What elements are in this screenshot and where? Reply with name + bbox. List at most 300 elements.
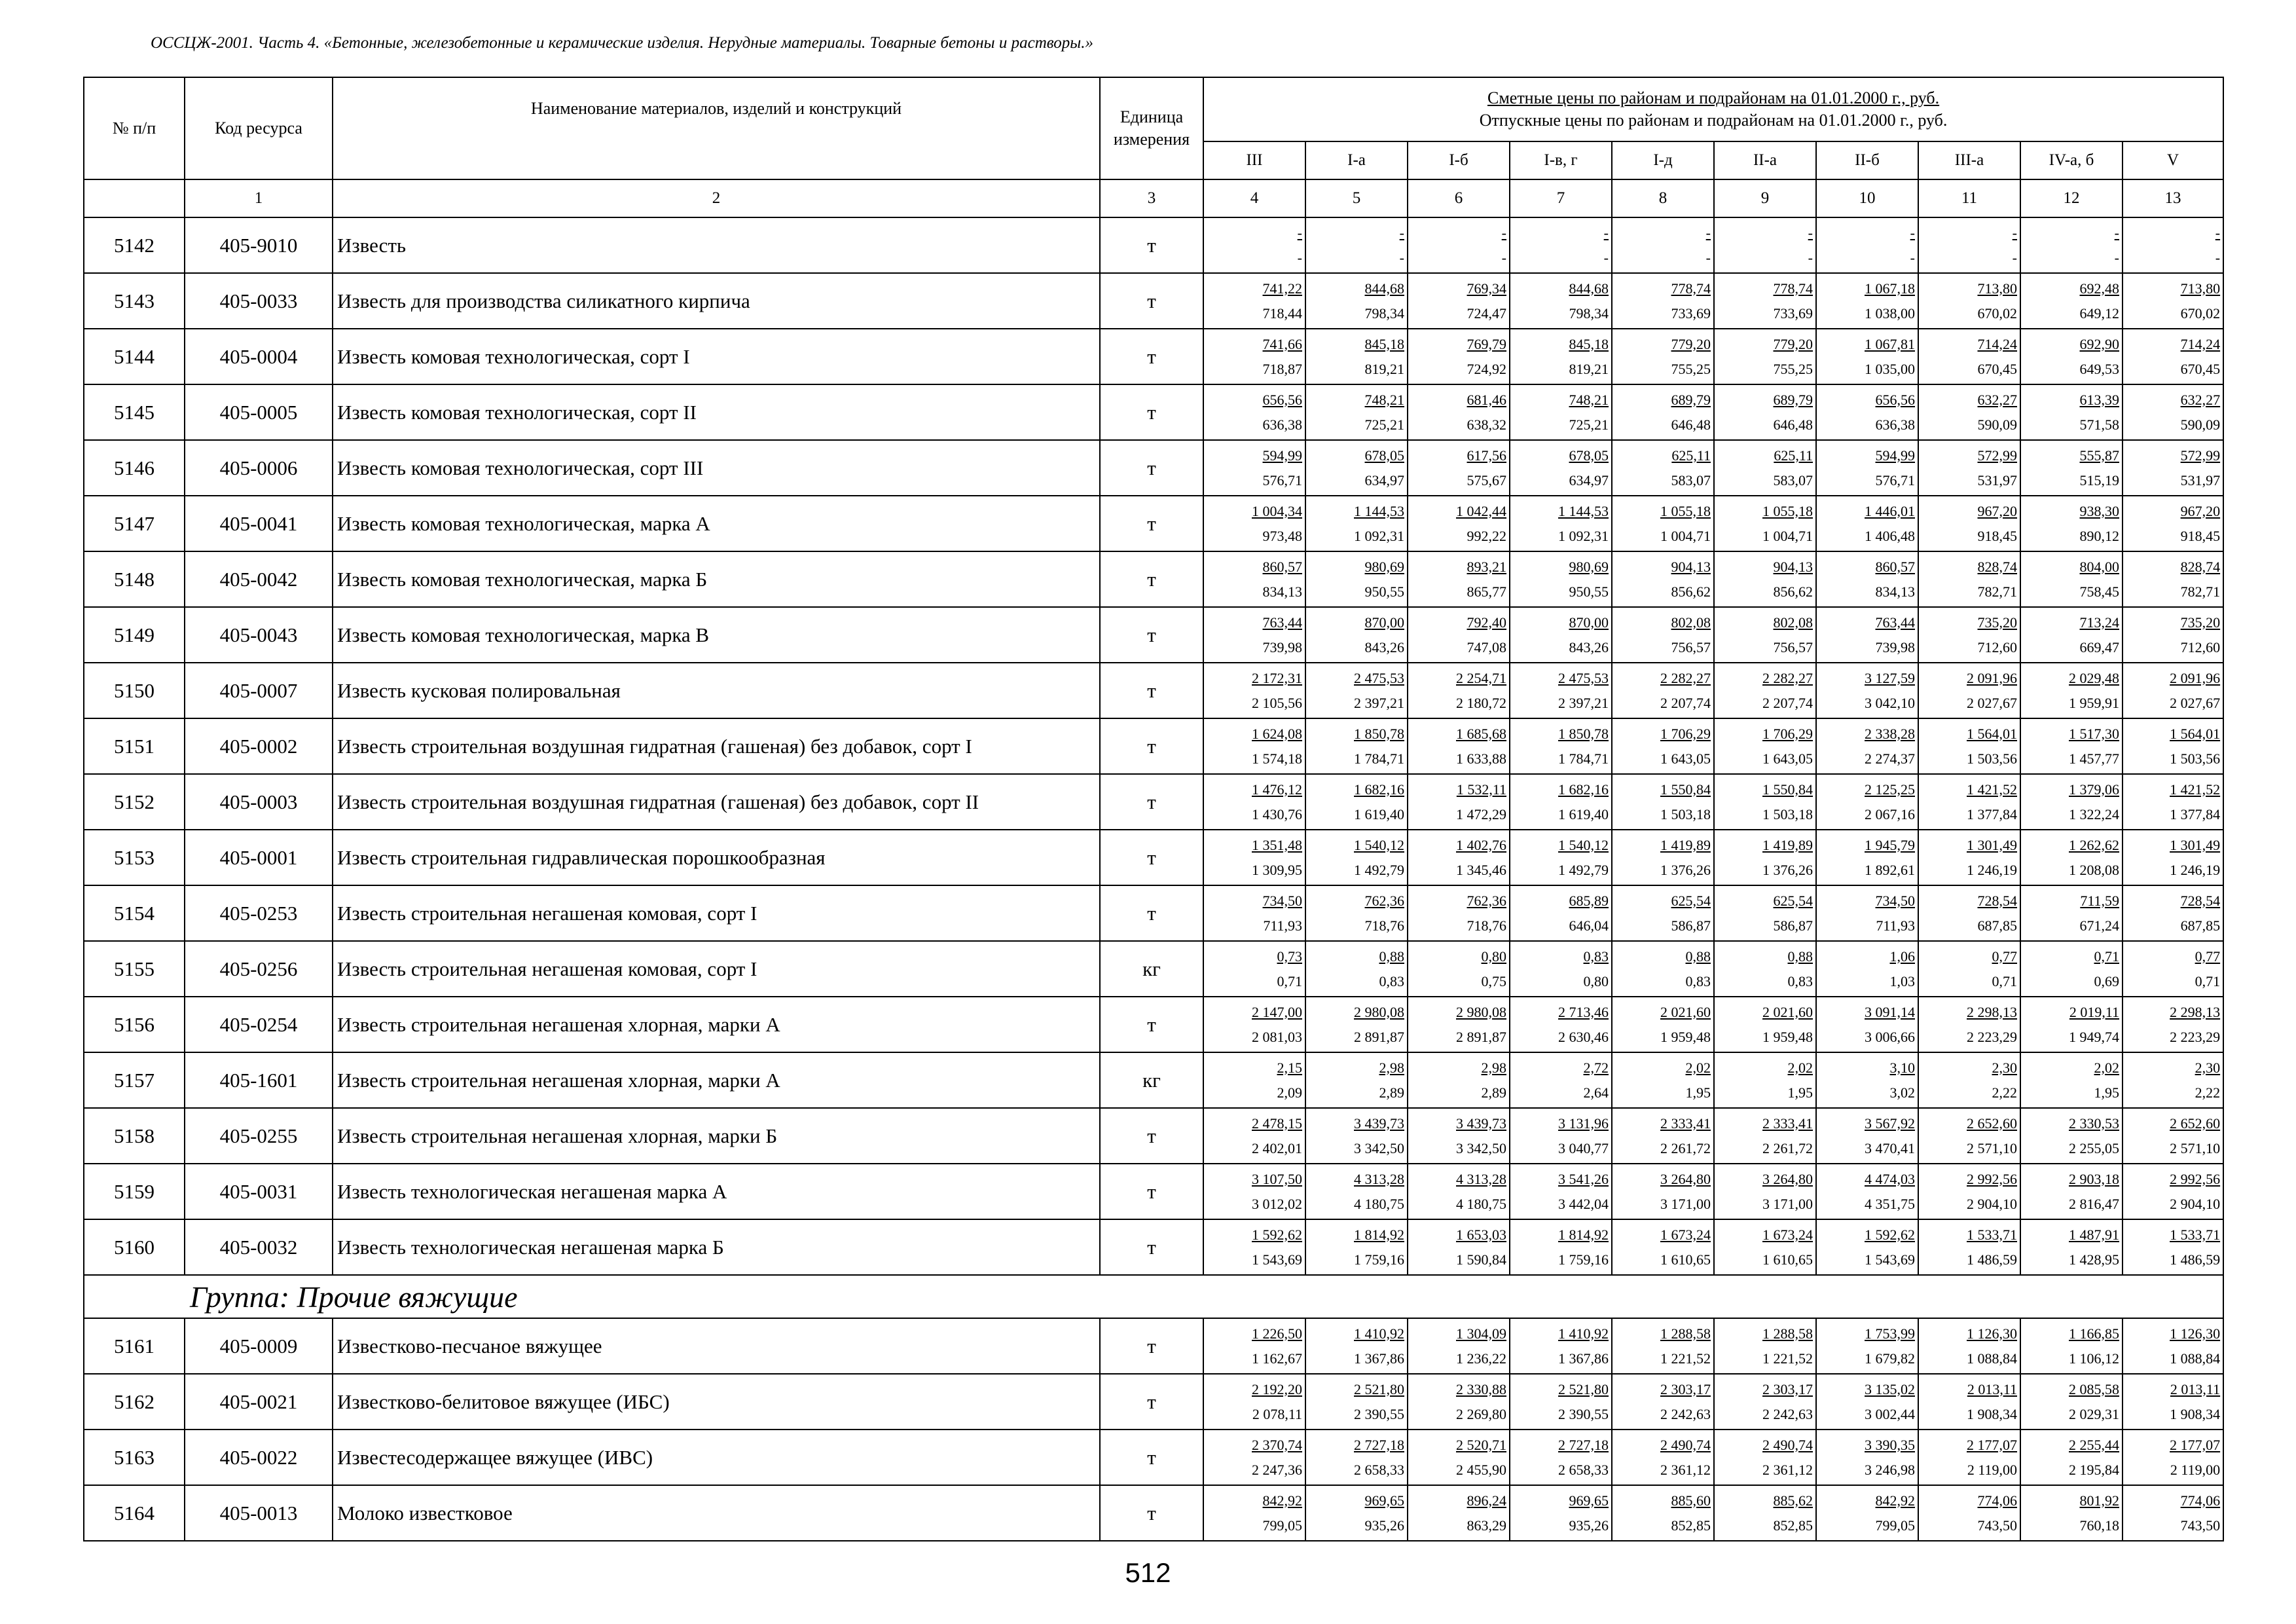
price-cell (1510, 551, 1612, 607)
estimate-price: 842,92 (1875, 1492, 1915, 1509)
price-cell (1408, 551, 1510, 607)
release-price: 834,13 (1262, 583, 1302, 600)
price-cell (1816, 384, 1918, 440)
price-cell (1612, 496, 1714, 551)
price-cell (1816, 830, 1918, 885)
release-price: 671,24 (2079, 917, 2119, 934)
price-cell (1510, 1430, 1612, 1485)
price-cell (2123, 997, 2223, 1052)
release-price: 2 269,80 (1456, 1405, 1506, 1422)
col-header-name: Наименование материалов, изделий и конструкций (333, 77, 1100, 179)
estimate-price: 0,77 (1992, 948, 2017, 965)
price-cell (1408, 329, 1510, 384)
price-cell (2123, 384, 2223, 440)
release-price: 756,57 (1671, 638, 1711, 655)
release-price: 1 959,48 (1660, 1028, 1711, 1045)
release-price: 935,26 (1569, 1517, 1609, 1534)
price-cell (2020, 1430, 2123, 1485)
release-price: - (1808, 249, 1813, 266)
price-cell (1612, 997, 1714, 1052)
price-cell (1612, 663, 1714, 718)
price-cell (1816, 718, 1918, 774)
cell-name: Известь комовая технологическая, сорт III (333, 440, 1100, 496)
estimate-price: 748,21 (1364, 391, 1404, 408)
release-price: - (1399, 249, 1404, 266)
release-price: 935,26 (1364, 1517, 1404, 1534)
release-price: 819,21 (1364, 360, 1404, 377)
price-cell (1408, 384, 1510, 440)
cell-name: Известь комовая технологическая, сорт II (333, 384, 1100, 440)
estimate-price: 1 004,34 (1252, 502, 1302, 519)
cell-code: 405-0002 (185, 718, 333, 774)
price-cell (1305, 885, 1408, 941)
colnum-cell (84, 179, 185, 217)
cell-name: Известь строительная воздушная гидратная (гашеная) без добавок, сорт I (333, 718, 1100, 774)
colnum-cell: 13 (2123, 179, 2223, 217)
cell-unit: т (1100, 885, 1203, 941)
release-price: 747,08 (1467, 638, 1506, 655)
price-cell (1305, 1318, 1408, 1374)
estimate-price: 896,24 (1467, 1492, 1506, 1509)
price-cell (1612, 329, 1714, 384)
cell-name: Известь комовая технологическая, марка В (333, 607, 1100, 663)
estimate-price: 1 126,30 (1967, 1325, 2017, 1342)
price-cell (1305, 273, 1408, 329)
estimate-price: 2,72 (1583, 1059, 1609, 1076)
cell-name: Известь (333, 217, 1100, 273)
estimate-price: 0,80 (1481, 948, 1506, 965)
price-cell (1816, 1485, 1918, 1541)
cell-num: 5143 (84, 273, 185, 329)
estimate-price: 2 013,11 (2170, 1380, 2221, 1397)
cell-name: Известь кусковая полировальная (333, 663, 1100, 718)
estimate-price: 572,99 (1977, 447, 2017, 464)
estimate-price: 2,15 (1277, 1059, 1302, 1076)
price-cell (1714, 440, 1816, 496)
price-cell (1918, 329, 2020, 384)
estimate-price: 2 282,27 (1762, 669, 1813, 686)
release-price: 3 040,77 (1558, 1139, 1609, 1156)
price-cell (1714, 1318, 1816, 1374)
price-cell (2020, 551, 2123, 607)
estimate-price: 0,77 (2195, 948, 2221, 965)
estimate-price: 828,74 (2180, 558, 2221, 575)
release-price: 1 376,26 (1660, 861, 1711, 878)
release-price: 950,55 (1364, 583, 1404, 600)
cell-unit: т (1100, 718, 1203, 774)
release-price: 1 492,79 (1558, 861, 1609, 878)
release-price: 634,97 (1569, 471, 1609, 489)
price-cell (2020, 885, 2123, 941)
release-price: 2 261,72 (1660, 1139, 1711, 1156)
price-cell (1408, 1108, 1510, 1164)
price-cell (1408, 997, 1510, 1052)
table-row (84, 997, 2223, 1052)
release-price: 755,25 (1671, 360, 1711, 377)
release-price: 0,83 (1379, 972, 1404, 989)
release-price: 1 503,18 (1762, 805, 1813, 822)
cell-unit: кг (1100, 1052, 1203, 1108)
price-cell (2123, 1164, 2223, 1219)
release-price: 2 029,31 (2069, 1405, 2119, 1422)
estimate-price: 2 147,00 (1252, 1003, 1302, 1020)
table-row (84, 440, 2223, 496)
release-price: 758,45 (2079, 583, 2119, 600)
estimate-price: 845,18 (1364, 335, 1404, 352)
table-row (84, 551, 2223, 607)
cell-code: 405-0254 (185, 997, 333, 1052)
estimate-price: 1 945,79 (1865, 836, 1915, 853)
release-price: 590,09 (2180, 416, 2221, 433)
cell-num: 5155 (84, 941, 185, 997)
release-price: 2 067,16 (1865, 805, 1915, 822)
estimate-price: 625,11 (1671, 447, 1711, 464)
cell-num: 5146 (84, 440, 185, 496)
price-cell (1918, 440, 2020, 496)
estimate-price: 713,24 (2079, 614, 2119, 631)
release-price: 583,07 (1671, 471, 1711, 489)
price-cell (1305, 1164, 1408, 1219)
release-price: 1 543,69 (1252, 1251, 1302, 1268)
estimate-price: 1 540,12 (1558, 836, 1609, 853)
release-price: 1 208,08 (2069, 861, 2119, 878)
cell-num: 5150 (84, 663, 185, 718)
price-cell (1816, 440, 1918, 496)
estimate-price: 969,65 (1569, 1492, 1609, 1509)
price-cell (1305, 1219, 1408, 1275)
release-price: 2 658,33 (1354, 1461, 1404, 1478)
estimate-price: - (2114, 224, 2119, 241)
cell-num: 5144 (84, 329, 185, 384)
cell-code: 405-0043 (185, 607, 333, 663)
price-cell (1612, 941, 1714, 997)
prices-title-release: Отпускные цены по районам и подрайонам на 01.01.2000 г., руб. (1479, 111, 1948, 130)
estimate-price: 2 727,18 (1354, 1436, 1404, 1453)
release-price: 950,55 (1569, 583, 1609, 600)
group-title: Группа: Прочие вяжущие (185, 1275, 2223, 1318)
price-cell (2123, 1219, 2223, 1275)
estimate-price: 2 652,60 (2170, 1115, 2221, 1132)
release-price: 2 242,63 (1762, 1405, 1813, 1422)
price-cell (1408, 941, 1510, 997)
cell-code: 405-0013 (185, 1485, 333, 1541)
estimate-price: 769,79 (1467, 335, 1506, 352)
release-price: - (2215, 249, 2221, 266)
price-cell (1408, 217, 1510, 273)
release-price: 992,22 (1467, 527, 1506, 544)
cell-unit: т (1100, 1219, 1203, 1275)
estimate-price: 2 727,18 (1558, 1436, 1609, 1453)
price-cell (1918, 663, 2020, 718)
cell-code: 405-0031 (185, 1164, 333, 1219)
estimate-price: 678,05 (1569, 447, 1609, 464)
estimate-price: 980,69 (1364, 558, 1404, 575)
group-row (84, 1275, 2223, 1318)
price-cell (2123, 941, 2223, 997)
cell-unit: т (1100, 1374, 1203, 1430)
estimate-price: 3 135,02 (1865, 1380, 1915, 1397)
release-price: 1 246,19 (2170, 861, 2221, 878)
release-price: 1 221,52 (1660, 1350, 1711, 1367)
estimate-price: 778,74 (1671, 280, 1711, 297)
release-price: 3 002,44 (1865, 1405, 1915, 1422)
cell-num: 5148 (84, 551, 185, 607)
estimate-price: 860,57 (1262, 558, 1302, 575)
price-cell (1510, 607, 1612, 663)
estimate-price: 711,59 (2080, 892, 2119, 909)
release-price: 1 428,95 (2069, 1251, 2119, 1268)
release-price: 890,12 (2079, 527, 2119, 544)
estimate-price: 3 131,96 (1558, 1115, 1609, 1132)
table-row (84, 941, 2223, 997)
price-cell (1714, 217, 1816, 273)
price-cell (1408, 1430, 1510, 1485)
release-price: 1 784,71 (1354, 750, 1404, 767)
release-price: 2 223,29 (1967, 1028, 2017, 1045)
price-cell (1612, 830, 1714, 885)
price-cell (1714, 718, 1816, 774)
release-price: 3 246,98 (1865, 1461, 1915, 1478)
price-cell (1918, 1219, 2020, 1275)
estimate-price: 967,20 (1977, 502, 2017, 519)
price-cell (1816, 1052, 1918, 1108)
release-price: 1 406,48 (1865, 527, 1915, 544)
estimate-price: 1 288,58 (1660, 1325, 1711, 1342)
estimate-price: 1 487,91 (2069, 1226, 2119, 1243)
release-price: 670,02 (1977, 304, 2017, 322)
release-price: 3 042,10 (1865, 694, 1915, 711)
price-cell (2123, 607, 2223, 663)
estimate-price: 2 903,18 (2069, 1170, 2119, 1187)
release-price: 2 658,33 (1558, 1461, 1609, 1478)
price-cell (2020, 1374, 2123, 1430)
price-cell (1612, 718, 1714, 774)
table-row (84, 1318, 2223, 1374)
estimate-price: 2 333,41 (1660, 1115, 1711, 1132)
table-row (84, 1374, 2223, 1430)
price-cell (1203, 1485, 1305, 1541)
region-header: III-а (1918, 141, 2020, 179)
release-price: 1 457,77 (2069, 750, 2119, 767)
release-price: 1 236,22 (1456, 1350, 1506, 1367)
release-price: 733,69 (1773, 304, 1813, 322)
price-cell (1203, 774, 1305, 830)
table-row (84, 663, 2223, 718)
cell-unit: т (1100, 384, 1203, 440)
estimate-price: 2 370,74 (1252, 1436, 1302, 1453)
release-price: 918,45 (1977, 527, 2017, 544)
estimate-price: 2 192,20 (1252, 1380, 1302, 1397)
release-price: 4 351,75 (1865, 1195, 1915, 1212)
price-cell (1612, 1374, 1714, 1430)
release-price: 1 377,84 (1967, 805, 2017, 822)
estimate-price: 802,08 (1773, 614, 1813, 631)
estimate-price: - (1501, 224, 1506, 241)
release-price: 2 274,37 (1865, 750, 1915, 767)
estimate-price: 1 055,18 (1660, 502, 1711, 519)
price-cell (1203, 217, 1305, 273)
release-price: 1 004,71 (1762, 527, 1813, 544)
cell-num: 5160 (84, 1219, 185, 1275)
estimate-price: 656,56 (1875, 391, 1915, 408)
release-price: 2 255,05 (2069, 1139, 2119, 1156)
table-row (84, 885, 2223, 941)
release-price: 834,13 (1875, 583, 1915, 600)
estimate-price: 885,60 (1671, 1492, 1711, 1509)
price-cell (1714, 329, 1816, 384)
release-price: 1 004,71 (1660, 527, 1711, 544)
price-cell (1714, 885, 1816, 941)
release-price: 856,62 (1773, 583, 1813, 600)
price-cell (1612, 885, 1714, 941)
price-cell (1714, 384, 1816, 440)
price-cell (1816, 1318, 1918, 1374)
estimate-price: 714,24 (1977, 335, 2017, 352)
cell-code: 405-0007 (185, 663, 333, 718)
estimate-price: 555,87 (2079, 447, 2119, 464)
release-price: 725,21 (1364, 416, 1404, 433)
cell-code: 405-0256 (185, 941, 333, 997)
release-price: 576,71 (1262, 471, 1302, 489)
price-cell (1510, 1374, 1612, 1430)
estimate-price: 1 226,50 (1252, 1325, 1302, 1342)
cell-unit: т (1100, 774, 1203, 830)
price-cell (1612, 440, 1714, 496)
estimate-price: 3 127,59 (1865, 669, 1915, 686)
colnum-cell: 8 (1612, 179, 1714, 217)
price-cell (2020, 496, 2123, 551)
release-price: 1 574,18 (1252, 750, 1302, 767)
price-cell (1408, 885, 1510, 941)
estimate-price: 980,69 (1569, 558, 1609, 575)
region-header: IV-а, б (2020, 141, 2123, 179)
release-price: 634,97 (1364, 471, 1404, 489)
estimate-price: 625,11 (1774, 447, 1813, 464)
price-cell (2020, 941, 2123, 997)
estimate-price: 734,50 (1262, 892, 1302, 909)
col-header-code: Код ресурса (185, 77, 333, 179)
release-price: 739,98 (1262, 638, 1302, 655)
price-cell (1714, 1052, 1816, 1108)
estimate-price: 1 301,49 (2170, 836, 2221, 853)
release-price: 1 633,88 (1456, 750, 1506, 767)
release-price: 1 892,61 (1865, 861, 1915, 878)
release-price: 843,26 (1364, 638, 1404, 655)
estimate-price: 860,57 (1875, 558, 1915, 575)
release-price: 799,05 (1262, 1517, 1302, 1534)
price-cell (1305, 941, 1408, 997)
price-cell (2020, 718, 2123, 774)
release-price: 1 543,69 (1865, 1251, 1915, 1268)
estimate-price: 1 042,44 (1456, 502, 1506, 519)
release-price: 1 949,74 (2069, 1028, 2119, 1045)
cell-unit: т (1100, 997, 1203, 1052)
price-cell (2123, 1485, 2223, 1541)
table-row (84, 774, 2223, 830)
release-price: 575,67 (1467, 471, 1506, 489)
release-price: 2 361,12 (1762, 1461, 1813, 1478)
estimate-price: 2 980,08 (1354, 1003, 1404, 1020)
estimate-price: 2 521,80 (1558, 1380, 1609, 1397)
release-price: 718,44 (1262, 304, 1302, 322)
estimate-price: 2 303,17 (1660, 1380, 1711, 1397)
price-cell (1714, 551, 1816, 607)
release-price: 711,93 (1263, 917, 1302, 934)
cell-code: 405-0042 (185, 551, 333, 607)
release-price: 1 367,86 (1558, 1350, 1609, 1367)
price-cell (2020, 273, 2123, 329)
price-cell (1714, 774, 1816, 830)
estimate-price: 2 019,11 (2069, 1003, 2119, 1020)
cell-unit: т (1100, 830, 1203, 885)
price-cell (1918, 774, 2020, 830)
estimate-price: 689,79 (1671, 391, 1711, 408)
release-price: 576,71 (1875, 471, 1915, 489)
price-cell (1612, 384, 1714, 440)
estimate-price: - (2215, 224, 2221, 241)
price-cell (1408, 273, 1510, 329)
price-cell (1510, 997, 1612, 1052)
release-price: 1,95 (2094, 1084, 2119, 1101)
estimate-price: 1 421,52 (1967, 781, 2017, 798)
release-price: 2 119,00 (2170, 1461, 2221, 1478)
price-cell (1612, 273, 1714, 329)
price-cell (1510, 496, 1612, 551)
release-price: 1 376,26 (1762, 861, 1813, 878)
estimate-price: - (1705, 224, 1711, 241)
estimate-price: - (1399, 224, 1404, 241)
page-number: 512 (1125, 1557, 1171, 1588)
release-price: - (1705, 249, 1711, 266)
price-cell (1510, 774, 1612, 830)
estimate-price: 2 303,17 (1762, 1380, 1813, 1397)
estimate-price: 572,99 (2180, 447, 2221, 464)
release-price: 1 784,71 (1558, 750, 1609, 767)
price-cell (1510, 1318, 1612, 1374)
estimate-price: 2,98 (1379, 1059, 1404, 1076)
estimate-price: 1 262,62 (2069, 836, 2119, 853)
release-price: 0,80 (1583, 972, 1609, 989)
price-cell (1816, 885, 1918, 941)
region-header: V (2123, 141, 2223, 179)
estimate-price: 741,66 (1262, 335, 1302, 352)
estimate-price: 1 144,53 (1558, 502, 1609, 519)
release-price: 1 590,84 (1456, 1251, 1506, 1268)
price-cell (1203, 718, 1305, 774)
estimate-price: 1 550,84 (1660, 781, 1711, 798)
price-cell (1816, 1108, 1918, 1164)
release-price: 2 455,90 (1456, 1461, 1506, 1478)
estimate-price: 844,68 (1364, 280, 1404, 297)
release-price: 733,69 (1671, 304, 1711, 322)
price-cell (1305, 718, 1408, 774)
release-price: 725,21 (1569, 416, 1609, 433)
region-header: I-д (1612, 141, 1714, 179)
estimate-price: 0,73 (1277, 948, 1302, 965)
table-row (84, 1430, 2223, 1485)
estimate-price: 625,54 (1773, 892, 1813, 909)
price-cell (2123, 663, 2223, 718)
price-cell (1203, 1374, 1305, 1430)
release-price: 2,64 (1583, 1084, 1609, 1101)
estimate-price: 1 673,24 (1762, 1226, 1813, 1243)
estimate-price: 613,39 (2079, 391, 2119, 408)
estimate-price: 1 533,71 (1967, 1226, 2017, 1243)
price-cell (2020, 1164, 2123, 1219)
release-price: 2 081,03 (1252, 1028, 1302, 1045)
release-price: 843,26 (1569, 638, 1609, 655)
release-price: 819,21 (1569, 360, 1609, 377)
